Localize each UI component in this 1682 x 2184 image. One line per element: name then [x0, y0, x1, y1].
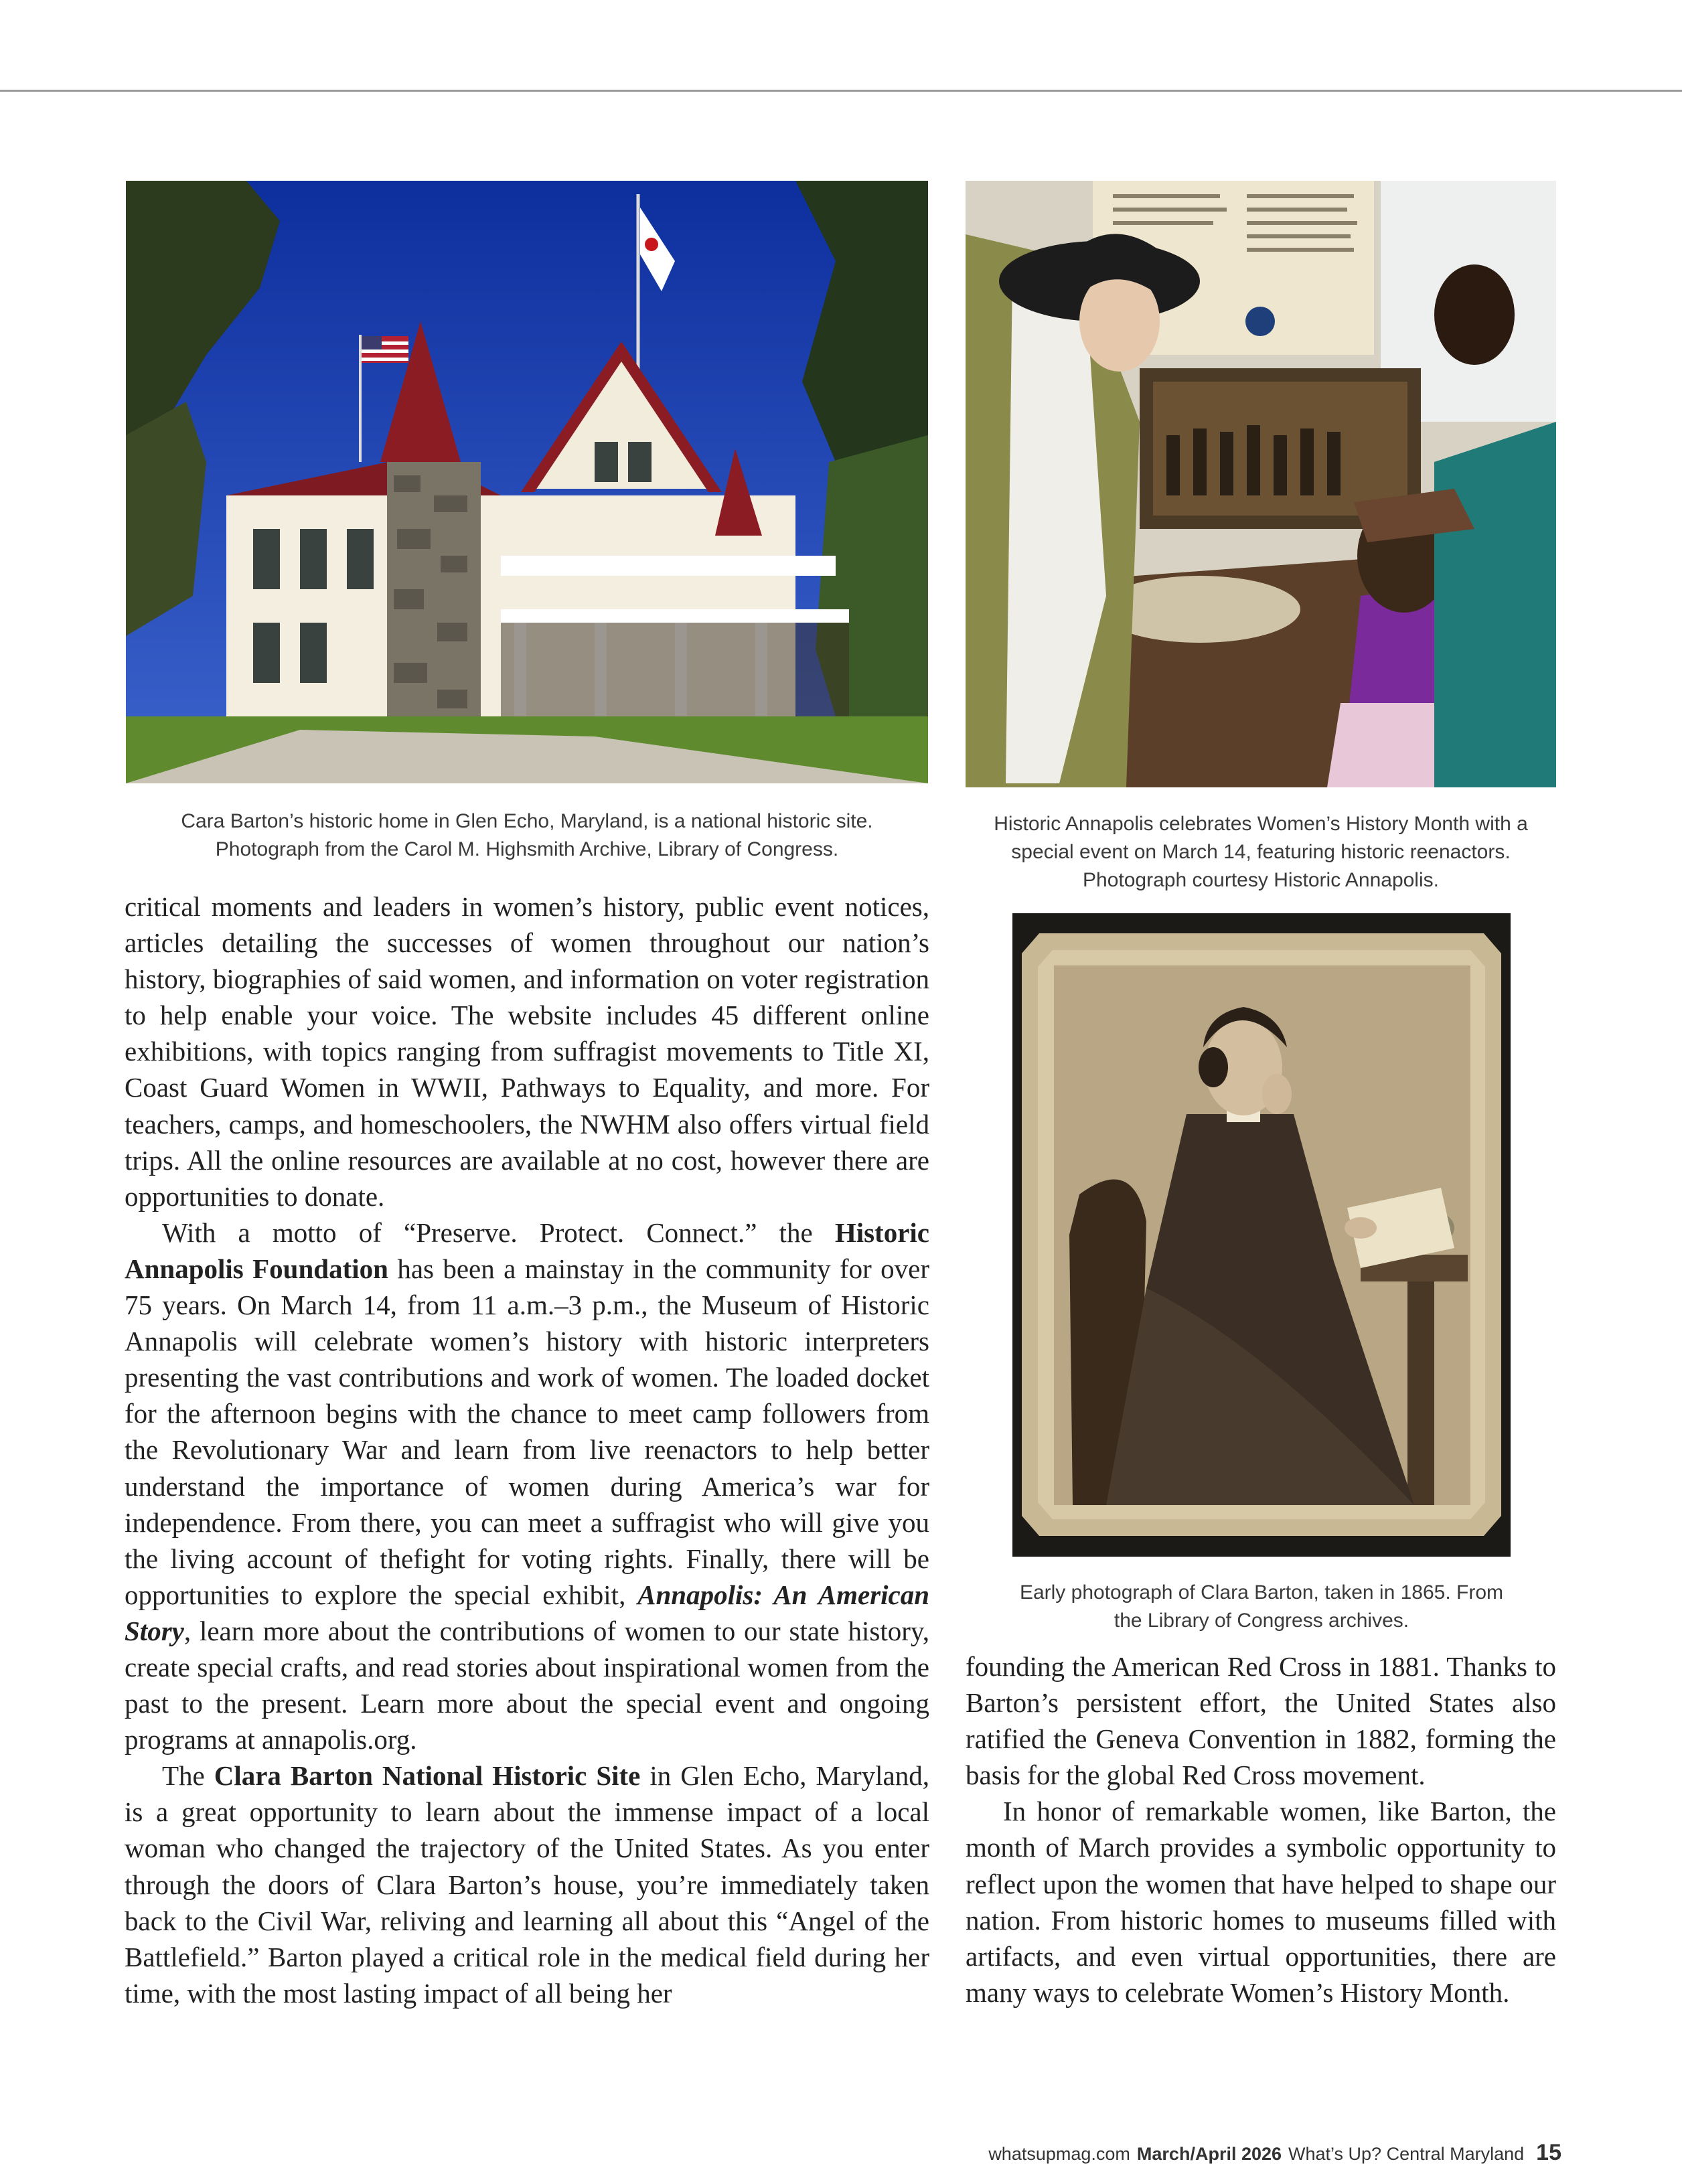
footer-site-url[interactable]: whatsupmag.com: [988, 2144, 1130, 2164]
footer-magazine-name: What’s Up? Central Maryland: [1288, 2144, 1525, 2164]
house-photo-caption: Cara Barton’s historic home in Glen Echo, Maryland, is a national historic site. Photograph from the Carol M. Highsmith Archive, Library of Congress.: [181, 810, 873, 860]
exhibit-title: Annapolis: An American Story: [125, 1579, 929, 1646]
footer-issue-date: March/April 2026: [1136, 2144, 1282, 2164]
page-number: 15: [1536, 2140, 1561, 2165]
annapolis-photo-caption: Historic Annapolis celebrates Women’s History Month with a special event on March 14, featuring historic reenactors. Photograph courtesy Historic Annapolis.: [994, 813, 1528, 891]
page-footer: [988, 2140, 1561, 2166]
annapolis-event-photo: [966, 181, 1556, 787]
clara-barton-site-name: Clara Barton National Historic Site: [214, 1760, 641, 1792]
article-paragraph: critical moments and leaders in women’s history, public event notices, articles detailing the successes of women throughout our nation’s history, biographies of said women, and information on voter registration to help enable your voice. The website includes 45 different online exhibitions, with topics ranging from suffragist movements to Title XI, Coast Guard Women in WWII, Pathways to Equality, and more. For teachers, camps, and homeschoolers, the NWHM also offers virtual field trips. All the online resources are available at no cost, however there are opportunities to donate.: [125, 891, 929, 1212]
article-right-column: [966, 1648, 1556, 2011]
article-paragraph-barton-site: The Clara Barton National Historic Site in Glen Echo, Maryland, is a great opportunity to learn about the immense impact of a local woman who changed the trajectory of the United States. As you enter through the doors of Clara Barton’s house, you’re immediately taken back to the Civil War, reliving and learning all about this “Angel of the Battlefield.” Barton played a critical role in the medical field during her time, with the most lasting impact of all being her: [125, 1760, 929, 2009]
article-left-column: [125, 888, 929, 2011]
article-paragraph-annapolis: With a motto of “Preserve. Protect. Connect.” the Historic Annapolis Foundation has been a mainstay in the community for over 75 years. On March 14, from 11 a.m.–3 p.m., the Museum of Historic Annapolis will celebrate women’s history with historic interpreters presenting the vast contributions and work of women. The loaded docket for the afternoon begins with the chance to meet camp followers from the Revolutionary War and learn from live reenactors to help better understand the importance of women during America’s war for independence. From there, you can meet a suffragist who will give you the living account of thefight for voting rights. Finally, there will be opportunities to explore the special exhibit, Annapolis: An American Story, learn more about the contributions of women to our state history, create special crafts, and read stories about inspirational women from the past to the present. Learn more about the special event and ongoing programs at annapolis.org.: [125, 1217, 929, 1756]
clara-barton-portrait: [1012, 913, 1511, 1557]
article-paragraph-closing: In honor of remarkable women, like Barton, the month of March provides a symbolic opportunity to reflect upon the women that have helped to shape our nation. From historic homes to museums filled with artifacts, and even virtual opportunities, there are many ways to celebrate Women’s History Month.: [966, 1796, 1556, 2008]
header-rule: [0, 90, 1682, 92]
barton-portrait-caption: Early photograph of Clara Barton, taken in 1865. From the Library of Congress archives.: [1019, 1581, 1504, 1632]
article-paragraph: founding the American Red Cross in 1881. Thanks to Barton’s persistent effort, the United States also ratified the Geneva Convention in 1882, forming the basis for the global Red Cross movement.: [966, 1651, 1556, 1791]
historic-annapolis-foundation: Historic Annapolis Foundation: [125, 1217, 929, 1284]
house-photo: [126, 181, 928, 783]
